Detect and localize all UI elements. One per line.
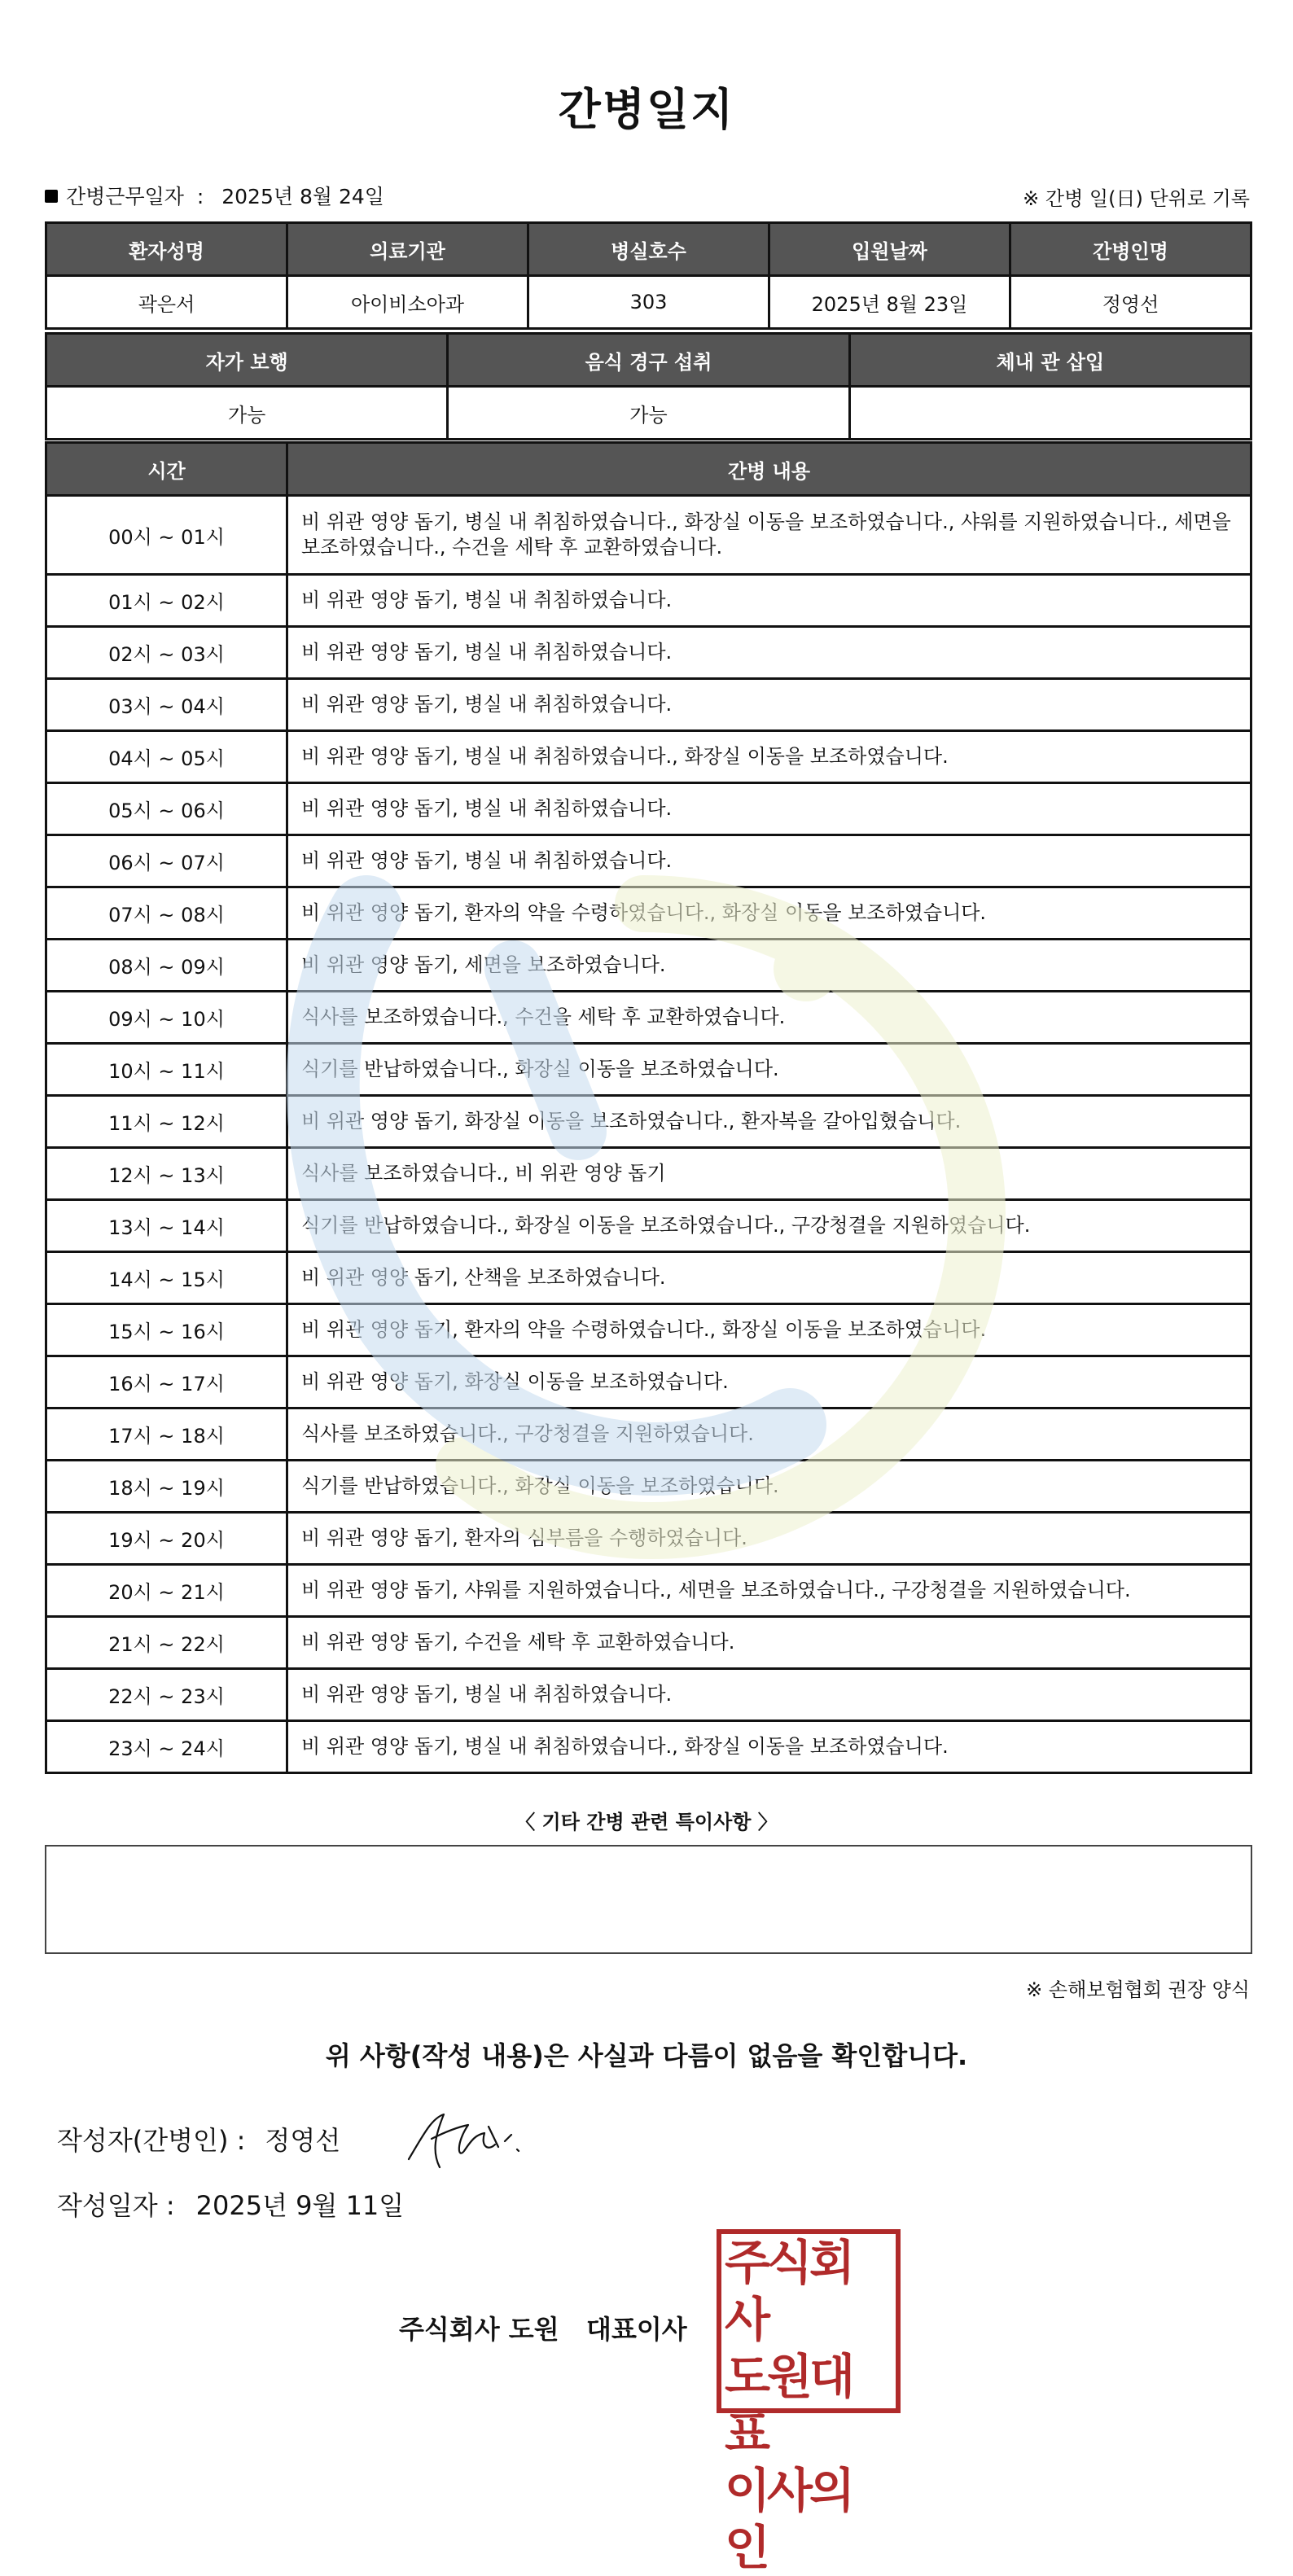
writer-name: 정영선 [265, 2125, 341, 2156]
log-row [46, 1148, 1251, 1200]
log-row [46, 731, 1251, 783]
log-row [46, 1669, 1251, 1721]
log-content: 비 위관 영양 돕기, 수건을 세탁 후 교환하였습니다. [287, 1617, 1251, 1669]
log-row [46, 575, 1251, 627]
log-time: 04시 ~ 05시 [46, 731, 287, 783]
write-date-value: 2025년 9월 11일 [195, 2190, 405, 2221]
log-row [46, 496, 1251, 575]
log-content: 비 위관 영양 돕기, 환자의 약을 수령하였습니다., 화장실 이동을 보조하였습니다. [287, 1304, 1251, 1356]
status-header-tube: 체내 관 삽입 [849, 334, 1251, 387]
log-time: 18시 ~ 19시 [46, 1461, 287, 1513]
log-row [46, 1252, 1251, 1304]
log-content: 비 위관 영양 돕기, 화장실 이동을 보조하였습니다. [287, 1356, 1251, 1408]
handwritten-signature [399, 2102, 529, 2184]
log-time: 21시 ~ 22시 [46, 1617, 287, 1669]
hospital-name: 아이비소아과 [287, 276, 528, 329]
admission-date: 2025년 8월 23일 [769, 276, 1010, 329]
log-row [46, 1304, 1251, 1356]
patient-header-name: 환자성명 [46, 223, 287, 276]
work-date-line [45, 181, 384, 210]
log-content: 식기를 반납하였습니다., 화장실 이동을 보조하였습니다. [287, 1461, 1251, 1513]
log-time: 02시 ~ 03시 [46, 627, 287, 679]
log-time: 10시 ~ 11시 [46, 1044, 287, 1096]
log-row [46, 783, 1251, 835]
log-time: 14시 ~ 15시 [46, 1252, 287, 1304]
log-time: 06시 ~ 07시 [46, 835, 287, 887]
log-content: 식기를 반납하였습니다., 화장실 이동을 보조하였습니다. [287, 1044, 1251, 1096]
log-time: 07시 ~ 08시 [46, 887, 287, 940]
log-row [46, 1513, 1251, 1565]
write-date-line [57, 2185, 404, 2223]
log-row [46, 1044, 1251, 1096]
log-time: 13시 ~ 14시 [46, 1200, 287, 1252]
log-time: 09시 ~ 10시 [46, 992, 287, 1044]
log-content: 비 위관 영양 돕기, 샤워를 지원하였습니다., 세면을 보조하였습니다., 구강청결을 지원하였습니다. [287, 1565, 1251, 1617]
patient-name: 곽은서 [46, 276, 287, 329]
status-header-walking: 자가 보행 [46, 334, 448, 387]
seal-row: 도원대표 [725, 2349, 853, 2461]
log-time: 19시 ~ 20시 [46, 1513, 287, 1565]
log-content: 비 위관 영양 돕기, 산책을 보조하였습니다. [287, 1252, 1251, 1304]
patient-status-table [45, 332, 1252, 440]
work-date-label: 간병근무일자 [66, 185, 191, 208]
log-time: 00시 ~ 01시 [46, 496, 287, 575]
writer-label: 작성자(간병인) : [57, 2125, 246, 2156]
log-content: 식기를 반납하였습니다., 화장실 이동을 보조하였습니다., 구강청결을 지원하였습니다. [287, 1200, 1251, 1252]
log-row [46, 940, 1251, 992]
log-row [46, 835, 1251, 887]
log-row [46, 1461, 1251, 1513]
patient-info-table [45, 221, 1252, 330]
log-time: 11시 ~ 12시 [46, 1096, 287, 1148]
log-content: 비 위관 영양 돕기, 병실 내 취침하였습니다., 화장실 이동을 보조하였습니다. [287, 1721, 1251, 1773]
log-time: 17시 ~ 18시 [46, 1408, 287, 1461]
log-content: 비 위관 영양 돕기, 환자의 약을 수령하였습니다., 화장실 이동을 보조하였습니다. [287, 887, 1251, 940]
notes-box [45, 1845, 1252, 1954]
square-bullet-icon [45, 190, 58, 203]
log-time: 08시 ~ 09시 [46, 940, 287, 992]
log-row [46, 1565, 1251, 1617]
log-content: 비 위관 영양 돕기, 화장실 이동을 보조하였습니다., 환자복을 갈아입혔습니다. [287, 1096, 1251, 1148]
company-name: 주식회사 도원 대표이사 [399, 2314, 687, 2345]
log-header-content: 간병 내용 [287, 443, 1251, 496]
log-time: 05시 ~ 06시 [46, 783, 287, 835]
log-content: 비 위관 영양 돕기, 병실 내 취침하였습니다. [287, 1669, 1251, 1721]
room-number: 303 [528, 276, 769, 329]
log-content: 비 위관 영양 돕기, 병실 내 취침하였습니다. [287, 783, 1251, 835]
status-oral-intake: 가능 [448, 387, 849, 440]
seal-row: 이사의인 [725, 2463, 853, 2575]
log-time: 12시 ~ 13시 [46, 1148, 287, 1200]
writer-line [57, 2120, 340, 2158]
log-time: 15시 ~ 16시 [46, 1304, 287, 1356]
log-time: 16시 ~ 17시 [46, 1356, 287, 1408]
log-content: 비 위관 영양 돕기, 병실 내 취침하였습니다. [287, 835, 1251, 887]
log-time: 01시 ~ 02시 [46, 575, 287, 627]
work-date-value: 2025년 8월 24일 [221, 185, 384, 208]
log-time: 03시 ~ 04시 [46, 679, 287, 731]
log-row [46, 992, 1251, 1044]
log-content: 비 위관 영양 돕기, 병실 내 취침하였습니다., 화장실 이동을 보조하였습니다. [287, 731, 1251, 783]
care-log-table [45, 441, 1252, 1774]
notes-title: 〈 기타 간병 관련 특이사항 〉 [515, 1811, 778, 1833]
log-content: 비 위관 영양 돕기, 병실 내 취침하였습니다., 화장실 이동을 보조하였습니다., 샤워를 지원하였습니다., 세면을 보조하였습니다., 수건을 세탁 후 교환하였습니다. [287, 496, 1251, 575]
log-time: 20시 ~ 21시 [46, 1565, 287, 1617]
patient-header-hospital: 의료기관 [287, 223, 528, 276]
status-header-oral-intake: 음식 경구 섭취 [448, 334, 849, 387]
log-row [46, 1617, 1251, 1669]
confirmation-statement: 위 사항(작성 내용)은 사실과 다름이 없음을 확인합니다. [325, 2040, 968, 2071]
log-row [46, 1200, 1251, 1252]
seal-row: 주식회사 [725, 2235, 853, 2347]
work-date-separator: : [196, 185, 204, 208]
status-tube [849, 387, 1251, 440]
patient-header-admission: 입원날짜 [769, 223, 1010, 276]
log-row [46, 1356, 1251, 1408]
company-seal-stamp [717, 2229, 901, 2575]
log-content: 비 위관 영양 돕기, 세면을 보조하였습니다. [287, 940, 1251, 992]
log-content: 식사를 보조하였습니다., 수건을 세탁 후 교환하였습니다. [287, 992, 1251, 1044]
caregiver-name: 정영선 [1010, 276, 1251, 329]
patient-header-room: 병실호수 [528, 223, 769, 276]
log-content: 비 위관 영양 돕기, 병실 내 취침하였습니다. [287, 679, 1251, 731]
document-title: 간병일지 [558, 84, 735, 135]
log-row [46, 887, 1251, 940]
log-row [46, 627, 1251, 679]
log-time: 22시 ~ 23시 [46, 1669, 287, 1721]
unit-note: ※ 간병 일(日) 단위로 기록 [1023, 187, 1250, 210]
status-walking: 가능 [46, 387, 448, 440]
insurer-note: ※ 손해보험협회 권장 양식 [1026, 1978, 1250, 2001]
patient-header-caregiver: 간병인명 [1010, 223, 1251, 276]
write-date-label: 작성일자 : [57, 2190, 175, 2221]
log-row [46, 679, 1251, 731]
log-row [46, 1408, 1251, 1461]
log-header-time: 시간 [46, 443, 287, 496]
log-time: 23시 ~ 24시 [46, 1721, 287, 1773]
log-content: 식사를 보조하였습니다., 구강청결을 지원하였습니다. [287, 1408, 1251, 1461]
log-row [46, 1721, 1251, 1773]
log-row [46, 1096, 1251, 1148]
log-content: 비 위관 영양 돕기, 병실 내 취침하였습니다. [287, 627, 1251, 679]
log-content: 비 위관 영양 돕기, 환자의 심부름을 수행하였습니다. [287, 1513, 1251, 1565]
log-content: 식사를 보조하였습니다., 비 위관 영양 돕기 [287, 1148, 1251, 1200]
log-content: 비 위관 영양 돕기, 병실 내 취침하였습니다. [287, 575, 1251, 627]
